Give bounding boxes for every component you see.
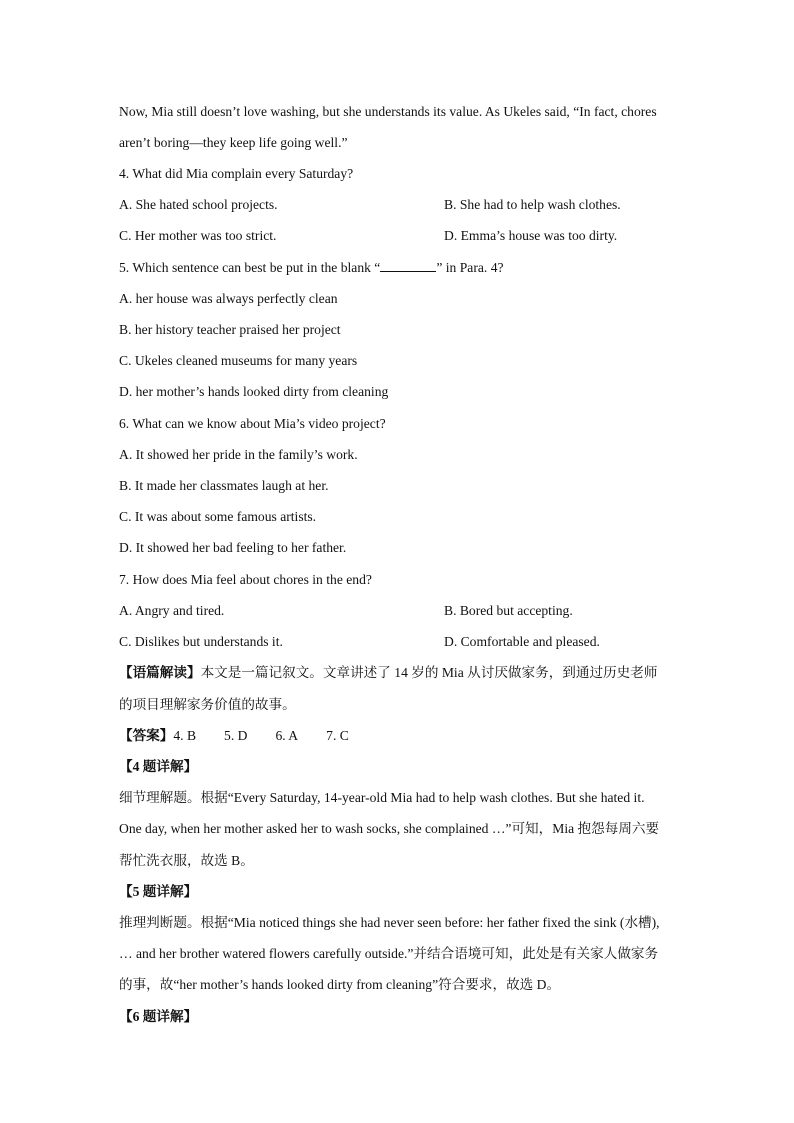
question-5-option-c: C. Ukeles cleaned museums for many years [119,353,358,368]
question-7-option-a: A. Angry and tired. [119,603,225,618]
q5-detail-line: 推理判断题。根据“Mia noticed things she had never seen before: her father fixed the sink (水槽), [119,915,660,930]
question-5-option-d: D. her mother’s hands looked dirty from cleaning [119,384,389,399]
answer-key-tag: 【答案】 [119,728,174,743]
q5-detail-heading: 【5 题详解】 [119,884,198,899]
passage-line: aren’t boring—they keep life going well.” [119,135,348,150]
question-7-option-c: C. Dislikes but understands it. [119,634,283,649]
q4-detail-heading: 【4 题详解】 [119,759,198,774]
q5-detail-line: … and her brother watered flowers carefully outside.”并结合语境可知，此处是有关家人做家务 [119,946,659,961]
question-6-option-a: A. It showed her pride in the family’s work. [119,447,358,462]
reading-analysis-line: 的项目理解家务价值的故事。 [119,697,296,712]
reading-analysis-tag: 【语篇解读】 [119,665,201,680]
question-4-option-c: C. Her mother was too strict. [119,228,277,243]
question-4-option-a: A. She hated school projects. [119,197,278,212]
question-7-option-b: B. Bored but accepting. [444,603,573,618]
question-6-option-d: D. It showed her bad feeling to her father. [119,540,347,555]
question-7-stem: 7. How does Mia feel about chores in the end? [119,572,372,587]
answer-key [119,728,679,744]
q5-detail-line: 的事，故“her mother’s hands looked dirty from cleaning”符合要求，故选 D。 [119,977,561,992]
question-5-option-a: A. her house was always perfectly clean [119,291,338,306]
q4-detail-line: 细节理解题。根据“Every Saturday, 14-year-old Mia had to help wash clothes. But she hated it. [119,790,645,805]
reading-analysis-text: 本文是一篇记叙文。文章讲述了 14 岁的 Mia 从讨厌做家务，到通过历史老师 [200,665,658,680]
question-5-option-b: B. her history teacher praised her project [119,322,341,337]
question-5-stem [119,260,679,276]
answer-item: 4. B [173,728,197,743]
answer-blank [380,260,436,272]
question-4-stem: 4. What did Mia complain every Saturday? [119,166,354,181]
question-6-option-c: C. It was about some famous artists. [119,509,317,524]
question-4-option-b: B. She had to help wash clothes. [444,197,621,212]
question-7-option-d: D. Comfortable and pleased. [444,634,600,649]
question-4-option-d: D. Emma’s house was too dirty. [444,228,618,243]
question-6-option-b: B. It made her classmates laugh at her. [119,478,329,493]
question-5-stem-after: ” in Para. 4? [436,260,504,275]
passage-line: Now, Mia still doesn’t love washing, but she understands its value. As Ukeles said, “In fact, chores [119,104,657,119]
q4-detail-line: One day, when her mother asked her to wash socks, she complained …”可知，Mia 抱怨每周六要 [119,821,660,836]
q6-detail-heading: 【6 题详解】 [119,1009,198,1024]
question-6-stem: 6. What can we know about Mia’s video project? [119,416,386,431]
answer-item: 5. D [224,728,248,743]
answer-item: 6. A [275,728,299,743]
question-5-stem-before: 5. Which sentence can best be put in the blank “ [119,260,381,275]
reading-analysis-line [119,665,679,681]
q4-detail-line: 帮忙洗衣服，故选 B。 [119,853,254,868]
answer-item: 7. C [326,728,349,743]
